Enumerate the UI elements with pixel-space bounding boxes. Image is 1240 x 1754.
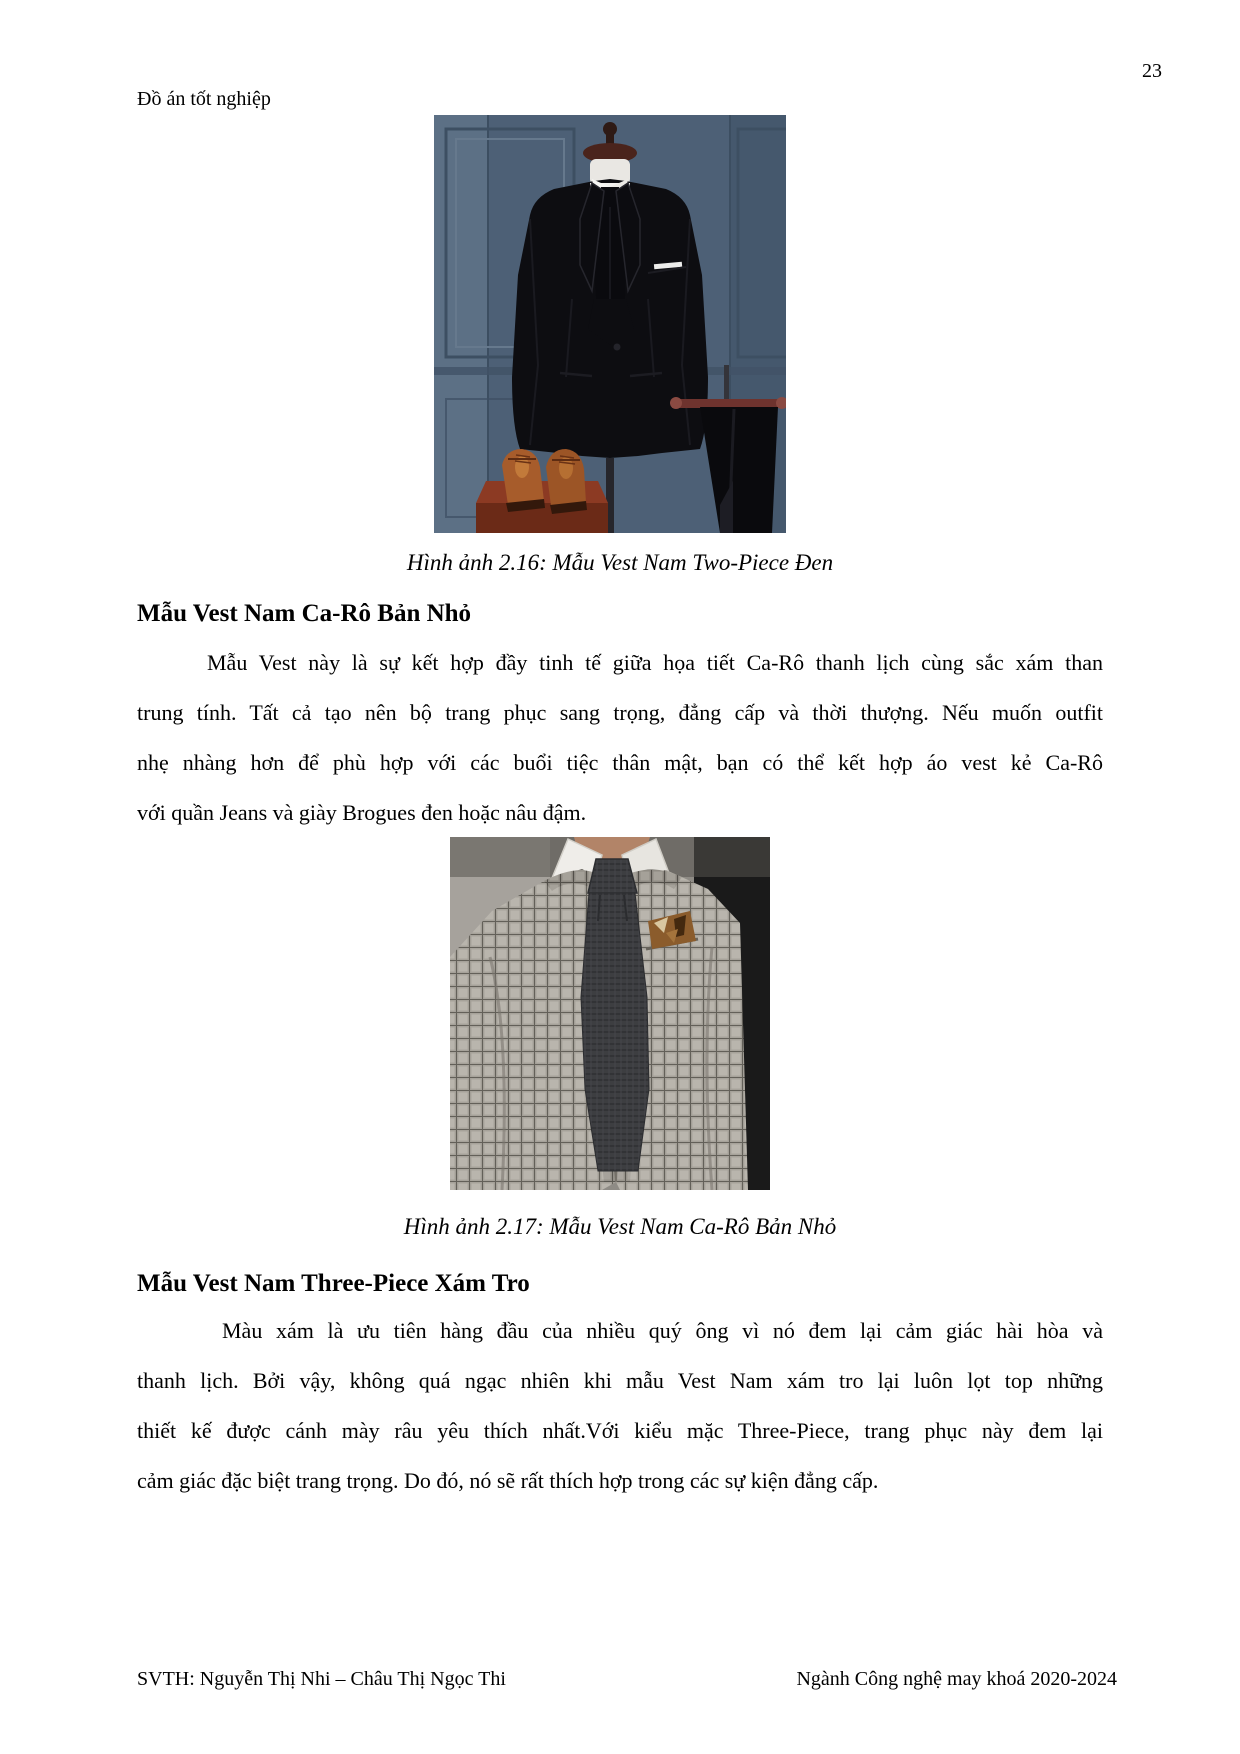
footer-student-names: SVTH: Nguyễn Thị Nhi – Châu Thị Ngọc Thi [137, 1668, 506, 1690]
page-number: 23 [1142, 60, 1162, 82]
paragraph-line: nhẹ nhàng hơn để phù hợp với các buổi tiệc thân mật, bạn có thể kết hợp áo vest kẻ Ca-Rô [137, 750, 1103, 775]
paragraph-line: trung tính. Tất cả tạo nên bộ trang phục sang trọng, đẳng cấp và thời thượng. Nếu muốn outfit [137, 700, 1103, 725]
paragraph-line: thiết kế được cánh mày râu yêu thích nhất.Với kiểu mặc Three-Piece, trang phục này đem lại [137, 1418, 1103, 1443]
paragraph-caro [137, 638, 1103, 838]
header-title: Đồ án tốt nghiệp [137, 88, 271, 110]
page-footer [137, 1668, 1117, 1691]
paragraph-line: cảm giác đặc biệt trang trọng. Do đó, nó sẽ rất thích hợp trong các sự kiện đẳng cấp. [137, 1468, 879, 1493]
figure-caro-gray-suit [450, 837, 770, 1190]
paragraph-line: thanh lịch. Bởi vậy, không quá ngạc nhiên khi mẫu Vest Nam xám tro lại luôn lọt top những [137, 1368, 1103, 1393]
paragraph-line: Mẫu Vest này là sự kết hợp đầy tinh tế giữa họa tiết Ca-Rô thanh lịch cùng sắc xám than [207, 650, 1103, 675]
black-suit-photo-illustration [434, 115, 786, 533]
footer-program: Ngành Công nghệ may khoá 2020-2024 [796, 1668, 1117, 1690]
plaid-suit-photo-illustration [450, 837, 770, 1190]
figure-caption-2-16: Hình ảnh 2.16: Mẫu Vest Nam Two-Piece Đen [406, 550, 834, 575]
paragraph-three-piece [137, 1306, 1103, 1506]
figure-caption-2-17: Hình ảnh 2.17: Mẫu Vest Nam Ca-Rô Bản Nhỏ [403, 1214, 837, 1239]
section-heading-caro: Mẫu Vest Nam Ca-Rô Bản Nhỏ [137, 600, 472, 627]
figure-two-piece-black-suit [434, 115, 786, 533]
paragraph-line: Màu xám là ưu tiên hàng đầu của nhiều quý ông vì nó đem lại cảm giác hài hòa và [222, 1318, 1103, 1343]
section-heading-three-piece: Mẫu Vest Nam Three-Piece Xám Tro [137, 1270, 530, 1297]
paragraph-line: với quần Jeans và giày Brogues đen hoặc nâu đậm. [137, 800, 587, 825]
